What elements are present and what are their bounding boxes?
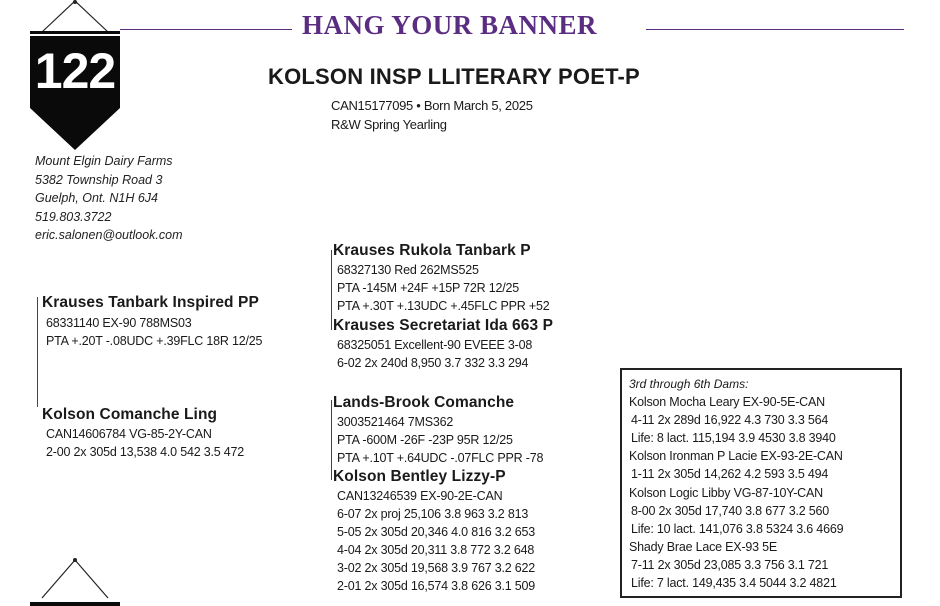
header-rule-left (120, 29, 292, 30)
dam-name: Kolson Comanche Ling (42, 406, 218, 423)
dams-sire-line: PTA +.10T +.64UDC -.07FLC PPR -78 (337, 451, 544, 465)
dam-5-lifetime: Life: 10 lact. 141,076 3.8 5324 3.6 4669 (631, 522, 844, 536)
sires-sire-name: Krauses Rukola Tanbark P (333, 242, 531, 259)
extended-dams-title: 3rd through 6th Dams: (629, 377, 749, 391)
header-rule-right (646, 29, 904, 30)
dams-dam-block (333, 468, 535, 595)
dam-line: 2-00 2x 305d 13,538 4.0 542 3.5 472 (46, 445, 245, 459)
owner-address: 5382 Township Road 3 (35, 172, 163, 187)
next-lot-pennant (30, 558, 120, 606)
sire-name: Krauses Tanbark Inspired PP (42, 294, 259, 311)
dams-dam-record: 5-05 2x 305d 20,346 4.0 816 3.2 653 (337, 525, 536, 539)
extended-dams-box (620, 368, 902, 598)
dams-sire-block (333, 394, 543, 467)
dams-dam-name: Kolson Bentley Lizzy-P (333, 468, 506, 485)
dams-dam-record: 4-04 2x 305d 20,311 3.8 772 3.2 648 (337, 543, 535, 557)
dams-sire-line: 3003521464 7MS362 (337, 415, 454, 429)
sires-dam-line: 6-02 2x 240d 8,950 3.7 332 3.3 294 (337, 356, 529, 370)
owner-email: eric.salonen@outlook.com (35, 228, 183, 242)
pedigree-connector-dams-sire (331, 400, 332, 480)
dam-6-name: Shady Brae Lace EX-93 5E (629, 540, 778, 554)
dams-dam-record: 6-07 2x proj 25,106 3.8 963 3.2 813 (337, 507, 529, 521)
lot-number: 122 (34, 43, 116, 99)
dam-3-name: Kolson Mocha Leary EX-90-5E-CAN (629, 395, 825, 409)
dam-block (42, 406, 244, 461)
sires-dam-name: Krauses Secretariat Ida 663 P (333, 317, 554, 334)
pedigree-connector-sires-sire (331, 250, 332, 330)
dam-6-lifetime: Life: 7 lact. 149,435 3.4 5044 3.2 4821 (631, 576, 837, 590)
dam-5-name: Kolson Logic Libby VG-87-10Y-CAN (629, 486, 823, 500)
dams-dam-record: 2-01 2x 305d 16,574 3.8 626 3.1 509 (337, 579, 536, 593)
sires-dam-line: 68325051 Excellent-90 EVEEE 3-08 (337, 338, 533, 352)
dam-6-record: 7-11 2x 305d 23,085 3.3 756 3.1 721 (631, 558, 829, 572)
dams-sire-name: Lands-Brook Comanche (333, 394, 515, 411)
dam-5-record: 8-00 2x 305d 17,740 3.8 677 3.2 560 (631, 504, 830, 518)
dam-3-lifetime: Life: 8 lact. 115,194 3.9 4530 3.8 3940 (631, 431, 836, 445)
dam-line: CAN14606784 VG-85-2Y-CAN (46, 427, 212, 441)
sire-line: 68331140 EX-90 788MS03 (46, 316, 192, 330)
owner-farm: Mount Elgin Dairy Farms (35, 154, 173, 168)
sires-sire-block (333, 242, 550, 315)
sires-sire-line: 68327130 Red 262MS525 (337, 263, 479, 277)
sires-sire-line: PTA +.30T +.13UDC +.45FLC PPR +52 (337, 299, 550, 313)
sires-sire-line: PTA -145M +24F +15P 72R 12/25 (337, 281, 520, 295)
sires-dam-block (333, 317, 553, 372)
pedigree-connector-sire (37, 297, 38, 407)
dam-3-record: 4-11 2x 289d 16,922 4.3 730 3.3 564 (631, 413, 829, 427)
owner-city: Guelph, Ont. N1H 6J4 (35, 191, 158, 205)
animal-class: R&W Spring Yearling (331, 117, 447, 132)
animal-registration: CAN15177095 • Born March 5, 2025 (331, 98, 533, 113)
dams-dam-record: 3-02 2x 305d 19,568 3.9 767 3.2 622 (337, 561, 536, 575)
animal-name: KOLSON INSP LLITERARY POET-P (268, 64, 640, 89)
sire-line: PTA +.20T -.08UDC +.39FLC 18R 12/25 (46, 334, 263, 348)
owner-info (35, 152, 183, 245)
banner-title: HANG YOUR BANNER (302, 10, 598, 40)
dam-4-record: 1-11 2x 305d 14,262 4.2 593 3.5 494 (631, 467, 829, 481)
dams-dam-line: CAN13246539 EX-90-2E-CAN (337, 489, 503, 503)
dam-4-name: Kolson Ironman P Lacie EX-93-2E-CAN (629, 449, 843, 463)
dams-sire-line: PTA -600M -26F -23P 95R 12/25 (337, 433, 513, 447)
owner-phone: 519.803.3722 (35, 209, 112, 224)
sire-block (42, 294, 262, 350)
